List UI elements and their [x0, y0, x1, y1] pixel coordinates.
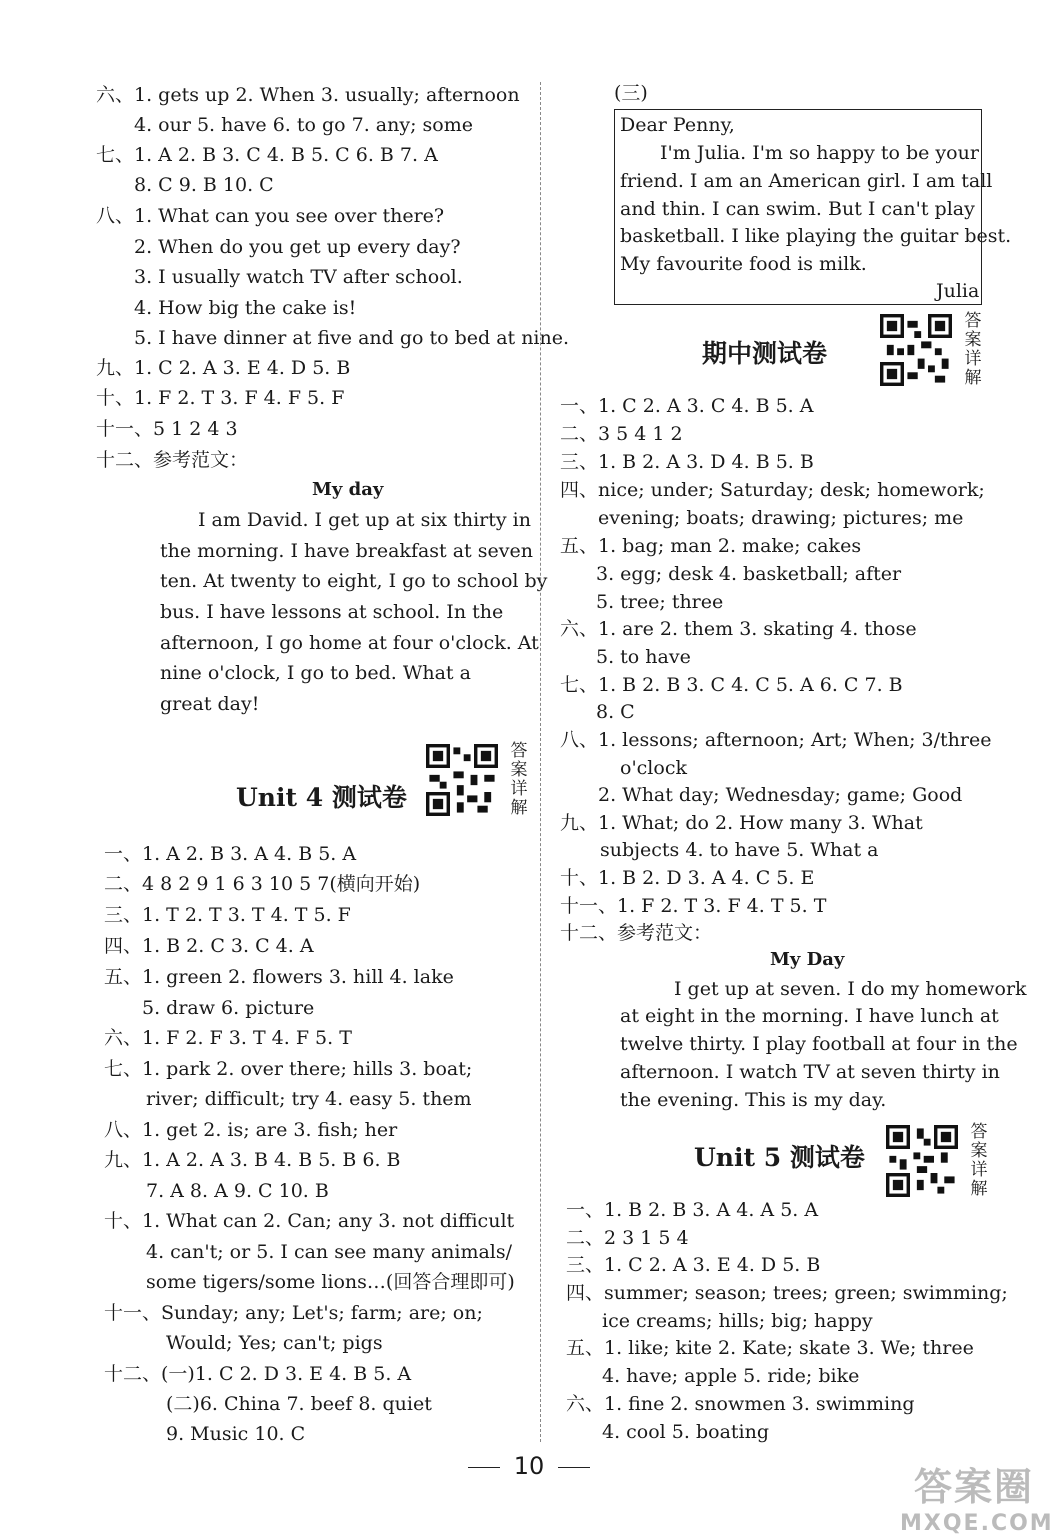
- essay-line: I get up at seven. I do my homework: [674, 978, 1027, 1000]
- answer-line: 2. When do you get up every day?: [134, 236, 461, 258]
- answer-line: 4. cool 5. boating: [602, 1421, 770, 1443]
- answer-line: 十、1. F 2. T 3. F 4. F 5. F: [96, 387, 345, 409]
- answer-line: 八、1. lessons; afternoon; Art; When; 3/three: [560, 729, 992, 751]
- answer-line: 二、4 8 2 9 1 6 3 10 5 7(横向开始): [104, 873, 421, 895]
- answer-line: 4. How big the cake is!: [134, 297, 357, 319]
- watermark-logo: 答案圈 MXQE.COM: [900, 1465, 1054, 1536]
- answer-line: 五、1. green 2. flowers 3. hill 4. lake: [104, 966, 454, 988]
- essay-line: the evening. This is my day.: [620, 1089, 887, 1111]
- essay-line: great day!: [160, 693, 260, 715]
- answer-line: 2. What day; Wednesday; game; Good: [598, 784, 963, 806]
- essay-line: bus. I have lessons at school. In the: [160, 601, 504, 623]
- essay-line: the morning. I have breakfast at seven: [160, 540, 533, 562]
- essay-line: ten. At twenty to eight, I go to school by: [160, 570, 548, 592]
- answer-line: 十二、参考范文：: [560, 922, 713, 944]
- answer-line: 四、summer; season; trees; green; swimming;: [566, 1282, 1008, 1304]
- answer-line: 九、1. C 2. A 3. E 4. D 5. B: [96, 357, 351, 379]
- answer-line: 3. egg; desk 4. basketball; after: [596, 563, 902, 585]
- page-number: 10: [0, 1452, 1058, 1480]
- answer-line: 十二、(一)1. C 2. D 3. E 4. B 5. A: [104, 1363, 412, 1385]
- answer-line: 十二、参考范文：: [96, 449, 249, 471]
- qr-label: 答 案 详 解: [964, 311, 982, 388]
- section-title: Unit 5 测试卷: [694, 1143, 865, 1172]
- letter-line: friend. I am an American girl. I am tall: [620, 170, 993, 192]
- essay-line: twelve thirty. I play football at four in the: [620, 1033, 1018, 1055]
- answer-line: ice creams; hills; big; happy: [602, 1310, 873, 1332]
- answer-line: 十、1. B 2. D 3. A 4. C 5. E: [560, 867, 815, 889]
- answer-line: river; difficult; try 4. easy 5. them: [146, 1088, 472, 1110]
- answer-line: 五、1. bag; man 2. make; cakes: [560, 535, 862, 557]
- answer-line: 5. to have: [596, 646, 691, 668]
- answer-line: (二)6. China 7. beef 8. quiet: [166, 1393, 432, 1415]
- answer-line: 8. C: [596, 701, 635, 723]
- answer-line: 5. draw 6. picture: [142, 997, 315, 1019]
- answer-line: 4. our 5. have 6. to go 7. any; some: [134, 114, 473, 136]
- essay-line: at eight in the morning. I have lunch at: [620, 1005, 999, 1027]
- answer-line: 5. tree; three: [596, 591, 724, 613]
- answer-line: 4. can't; or 5. I can see many animals/: [146, 1241, 513, 1263]
- answer-line: 六、1. gets up 2. When 3. usually; afternoon: [96, 84, 520, 106]
- section-title: 期中测试卷: [702, 339, 828, 368]
- answer-line: o'clock: [620, 757, 687, 779]
- letter-line: and thin. I can swim. But I can't play: [620, 198, 975, 220]
- column-divider: [540, 82, 541, 1442]
- answer-line: 四、1. B 2. C 3. C 4. A: [104, 935, 314, 957]
- essay-line: afternoon, I go home at four o'clock. At: [160, 632, 539, 654]
- answer-line: Would; Yes; can't; pigs: [166, 1332, 383, 1354]
- section-title: Unit 4 测试卷: [236, 783, 407, 812]
- answer-line: 六、1. are 2. them 3. skating 4. those: [560, 618, 917, 640]
- essay-title: My Day: [770, 949, 845, 970]
- answer-line: 四、nice; under; Saturday; desk; homework;: [560, 479, 985, 501]
- answer-line: 十、1. What can 2. Can; any 3. not difficult: [104, 1210, 515, 1232]
- letter-signature: Julia: [936, 280, 980, 302]
- answer-line: 九、1. A 2. A 3. B 4. B 5. B 6. B: [104, 1149, 401, 1171]
- answer-line: 七、1. B 2. B 3. C 4. C 5. A 6. C 7. B: [560, 674, 903, 696]
- qr-code-icon: [886, 1125, 958, 1197]
- answer-line: 八、1. get 2. is; are 3. fish; her: [104, 1119, 398, 1141]
- letter-line: I'm Julia. I'm so happy to be your: [660, 142, 979, 164]
- essay-line: nine o'clock, I go to bed. What a: [160, 662, 471, 684]
- answer-line: 8. C 9. B 10. C: [134, 174, 274, 196]
- essay-line: I am David. I get up at six thirty in: [198, 509, 531, 531]
- qr-code-icon: [426, 744, 498, 816]
- qr-label: 答 案 详 解: [510, 741, 528, 818]
- answer-line: 二、2 3 1 5 4: [566, 1227, 689, 1249]
- answer-line: evening; boats; drawing; pictures; me: [598, 507, 964, 529]
- qr-code-icon: [880, 314, 952, 386]
- answer-line: 4. have; apple 5. ride; bike: [602, 1365, 860, 1387]
- answer-line: 五、1. like; kite 2. Kate; skate 3. We; three: [566, 1337, 974, 1359]
- answer-line: 9. Music 10. C: [166, 1423, 306, 1445]
- answer-line: 一、1. C 2. A 3. C 4. B 5. A: [560, 395, 814, 417]
- answer-line: 3. I usually watch TV after school.: [134, 266, 463, 288]
- answer-line: 二、3 5 4 1 2: [560, 423, 683, 445]
- answer-line: 三、1. T 2. T 3. T 4. T 5. F: [104, 904, 351, 926]
- answer-line: 七、1. park 2. over there; hills 3. boat;: [104, 1058, 473, 1080]
- answer-line: 六、1. F 2. F 3. T 4. F 5. T: [104, 1027, 352, 1049]
- letter-line: Dear Penny,: [620, 114, 735, 136]
- answer-line: 十一、Sunday; any; Let's; farm; are; on;: [104, 1302, 483, 1324]
- answer-line: 九、1. What; do 2. How many 3. What: [560, 812, 923, 834]
- qr-label: 答 案 详 解: [970, 1122, 988, 1199]
- answer-line: 5. I have dinner at five and go to bed at nine.: [134, 327, 570, 349]
- letter-line: My favourite food is milk.: [620, 253, 867, 275]
- answer-line: 七、1. A 2. B 3. C 4. B 5. C 6. B 7. A: [96, 144, 438, 166]
- answer-line: 十一、5 1 2 4 3: [96, 418, 238, 440]
- section-label: (三): [614, 82, 648, 104]
- essay-title: My day: [312, 479, 384, 500]
- answer-line: 十一、1. F 2. T 3. F 4. T 5. T: [560, 895, 827, 917]
- answer-line: 三、1. C 2. A 3. E 4. D 5. B: [566, 1254, 821, 1276]
- answer-line: 一、1. B 2. B 3. A 4. A 5. A: [566, 1199, 819, 1221]
- answer-line: 八、1. What can you see over there?: [96, 205, 445, 227]
- answer-line: 一、1. A 2. B 3. A 4. B 5. A: [104, 843, 357, 865]
- letter-line: basketball. I like playing the guitar best.: [620, 225, 1012, 247]
- answer-line: 三、1. B 2. A 3. D 4. B 5. B: [560, 451, 814, 473]
- answer-line: 六、1. fine 2. snowmen 3. swimming: [566, 1393, 915, 1415]
- answer-line: some tigers/some lions…(回答合理即可): [146, 1271, 515, 1293]
- answer-line: 7. A 8. A 9. C 10. B: [146, 1180, 329, 1202]
- answer-line: subjects 4. to have 5. What a: [600, 839, 879, 861]
- essay-line: afternoon. I watch TV at seven thirty in: [620, 1061, 1000, 1083]
